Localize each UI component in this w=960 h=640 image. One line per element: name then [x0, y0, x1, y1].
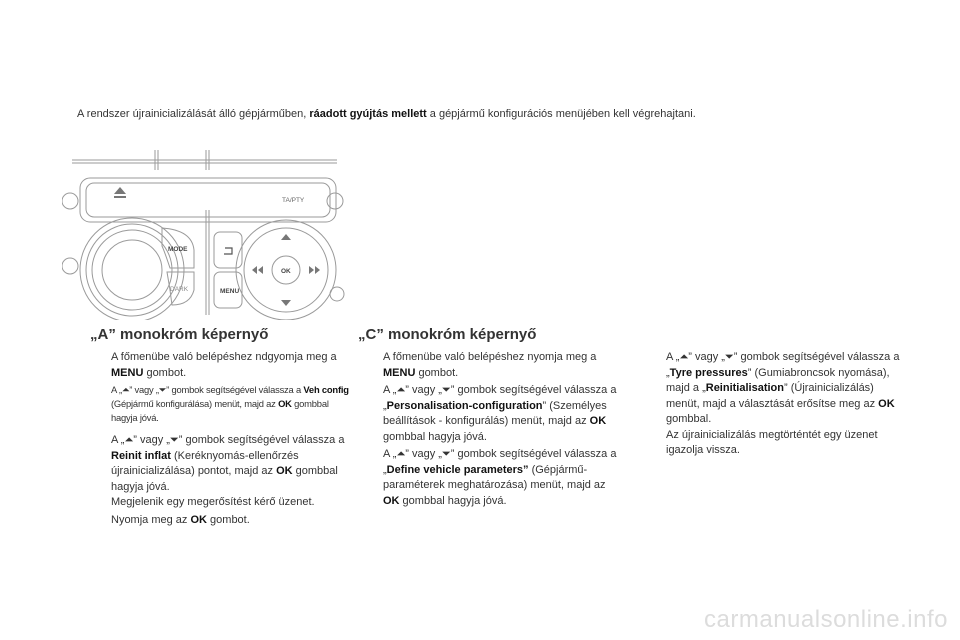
arrow-down-icon: ⏷ [158, 384, 167, 395]
watermark: carmanualsonline.info [704, 606, 948, 633]
arrow-up-icon: ⏶ [396, 448, 406, 460]
ok-button-label: OK [281, 268, 291, 275]
arrow-down-icon: ⏷ [724, 351, 734, 363]
list-item: A „⏶” vagy „⏷” gombok segítségével válassza a Reinit inflat (Keréknyomás-ellenőrzés újrainicializálása) pontot, majd az OK gombbal hagyja jóvá. Megjelenik egy megerősítést kérő üzenet. [111, 434, 345, 508]
eject-icon-bar [114, 196, 126, 198]
list-item: Nyomja meg az OK gombot. [111, 513, 250, 526]
back-icon [224, 248, 232, 254]
control-panel-diagram [62, 150, 352, 320]
section-c-list [362, 350, 620, 511]
arrow-up-icon [281, 234, 291, 240]
arrow-down-icon [281, 300, 291, 306]
mode-button-label: MODE [168, 246, 188, 253]
dark-button-label: DARK [170, 286, 189, 293]
arrow-up-icon: ⏶ [124, 434, 134, 446]
arrow-down-icon: ⏷ [441, 448, 451, 460]
arrow-down-icon: ⏷ [169, 434, 179, 446]
arrow-up-icon: ⏶ [121, 384, 130, 395]
arrow-down-icon: ⏷ [441, 384, 451, 396]
intro-text: A rendszer újrainicializálását álló gépjárműben, ráadott gyújtás mellett a gépjármű konfigurációs menüjében kell végrehajtani. [77, 108, 696, 120]
list-item: A „⏶” vagy „⏷” gombok segítségével válassza a „Tyre pressures” (Gumiabroncsok nyomása), majd a „Reinitialisation” (Újrainicializálás) menüt, majd a választását erősítse meg az OK gombbal. Az újrainicializálás megtörténtét egy üzenet igazolja vissza. [666, 351, 900, 456]
eject-icon [114, 187, 126, 194]
menu-button-label: MENU [220, 288, 240, 295]
section-c-continued-list [645, 350, 910, 461]
arrow-up-icon: ⏶ [396, 384, 406, 396]
fast-forward-icon [309, 266, 320, 274]
list-item: A „⏶” vagy „⏷” gombok segítségével válassza a „Define vehicle parameters” (Gépjármű-paraméterek meghatározása) menüt, majd az OK gombbal hagyja jóvá. [383, 448, 617, 507]
rewind-icon [252, 266, 263, 274]
section-a-list [90, 350, 352, 530]
list-item: A főmenübe való belépéshez nyomja meg a MENU gombot. [383, 351, 597, 379]
arrow-up-icon: ⏶ [679, 351, 689, 363]
list-item: A főmenübe való belépéshez ndgyomja meg a MENU gombot. [111, 351, 337, 379]
list-item: A „⏶” vagy „⏷” gombok segítségével válassza a Veh config (Gépjármű konfigurálása) menüt, majd az OK gombbal hagyja jóvá. [111, 384, 349, 423]
list-item: A „⏶” vagy „⏷” gombok segítségével válassza a „Personalisation-configuration” (Személyes beállítások - konfigurálás) menüt, majd az OK gombbal hagyja jóvá. [383, 384, 617, 443]
ta-pty-button-label: TA/PTY [282, 197, 305, 204]
section-c-title: „C” monokróm képernyő [358, 326, 537, 343]
section-a-title: „A” monokróm képernyő [90, 326, 269, 343]
